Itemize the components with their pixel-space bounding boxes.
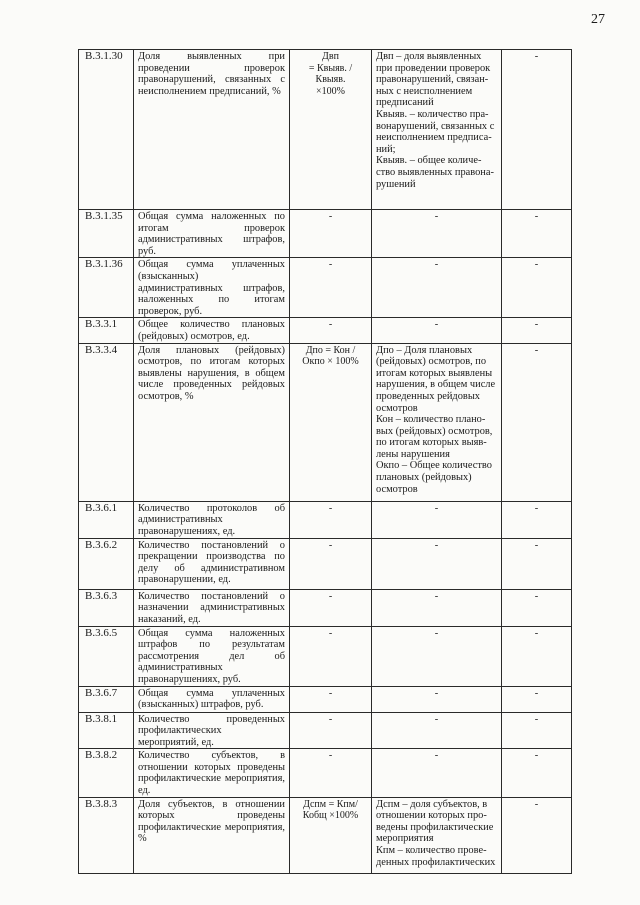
table-row: [79, 50, 572, 210]
indicator-description: [372, 749, 502, 797]
description-line: Кпм – количество прове-: [376, 845, 487, 857]
description-line: итогам которых выявлены: [376, 367, 493, 379]
description-line: ведены профилактические: [376, 821, 494, 833]
indicator-code: В.3.6.7: [79, 686, 134, 712]
indicator-note: -: [502, 501, 572, 538]
description-line: нарушения, в общем числе: [376, 379, 496, 391]
description-line: вых (рейдовых) осмотров,: [376, 425, 493, 437]
formula-line: -: [328, 502, 333, 514]
table-row: [79, 538, 572, 589]
indicator-name: Общее количество плановых (рейдовых) осмотров, ед.: [134, 318, 290, 343]
description-line: -: [434, 590, 439, 602]
description-line: Дпо – Доля плановых: [376, 344, 473, 356]
indicator-description: [372, 797, 502, 873]
table-row: [79, 686, 572, 712]
indicator-code: В.3.3.1: [79, 318, 134, 343]
table-row: [79, 258, 572, 318]
indicator-note: -: [502, 258, 572, 318]
indicator-code: В.3.6.1: [79, 501, 134, 538]
formula-line: -: [328, 590, 333, 602]
indicator-formula: [290, 318, 372, 343]
description-line: Кон – количество плано-: [376, 414, 486, 426]
indicator-code: В.3.6.5: [79, 626, 134, 686]
indicator-name: Доля субъектов, в отношении которых проведены профилактические мероприятия, %: [134, 797, 290, 873]
description-line: мероприятия: [376, 833, 434, 845]
description-line: проведенных рейдовых: [376, 390, 480, 402]
indicator-formula: [290, 712, 372, 749]
formula-line: -: [328, 319, 333, 331]
indicator-note: -: [502, 538, 572, 589]
description-line: рушений: [376, 178, 416, 190]
indicator-note: -: [502, 686, 572, 712]
formula-line: -: [328, 750, 333, 762]
description-line: плановых (рейдовых): [376, 472, 472, 484]
indicator-note: -: [502, 50, 572, 210]
indicator-description: [372, 50, 502, 210]
description-line: Дспм – доля субъектов, в: [376, 798, 488, 810]
description-line: Двп – доля выявленных: [376, 51, 482, 62]
indicator-description: [372, 686, 502, 712]
indicator-name: Количество протоколов об административных правонарушениях, ед.: [134, 501, 290, 538]
indicator-name: Количество постановлений о прекращении производства по делу об административном правонарушении, ед.: [134, 538, 290, 589]
description-line: лены нарушения: [376, 448, 450, 460]
indicator-name: Общая сумма наложенных по итогам проверок административных штрафов, руб.: [134, 210, 290, 258]
indicator-code: В.3.8.3: [79, 797, 134, 873]
description-line: Окпо – Общее количество: [376, 460, 492, 472]
formula-line: Окпо × 100%: [302, 356, 359, 368]
table-row: [79, 210, 572, 258]
description-line: отношении которых про-: [376, 810, 487, 822]
indicator-description: [372, 343, 502, 501]
indicator-note: -: [502, 712, 572, 749]
indicators-table: [78, 49, 572, 874]
description-line: -: [434, 750, 439, 762]
indicator-name: Количество проведенных профилактических мероприятий, ед.: [134, 712, 290, 749]
indicator-description: [372, 501, 502, 538]
indicator-code: В.3.1.30: [79, 50, 134, 210]
description-line: правонарушений, связан-: [376, 74, 489, 86]
indicator-name: Общая сумма уплаченных (взысканных) административных штрафов, наложенных по итогам проверок, руб.: [134, 258, 290, 318]
description-line: Квыяв. – общее количе-: [376, 155, 482, 167]
indicator-description: [372, 318, 502, 343]
description-line: -: [434, 502, 439, 514]
description-line: осмотров: [376, 483, 418, 495]
description-line: -: [434, 259, 439, 271]
formula-line: Кобщ ×100%: [302, 810, 359, 822]
description-line: -: [434, 539, 439, 551]
description-line: Квыяв. – количество пра-: [376, 108, 489, 120]
table-row: [79, 318, 572, 343]
description-line: (рейдовых) осмотров, по: [376, 356, 487, 368]
indicator-note: -: [502, 589, 572, 626]
description-line: неисполнением предписа-: [376, 132, 492, 144]
description-line: -: [434, 713, 439, 725]
indicator-name: Доля плановых (рейдовых) осмотров, по итогам которых выявлены нарушения, в общем числе проведенных рейдовых осмотров, %: [134, 343, 290, 501]
description-line: предписаний: [376, 97, 434, 109]
description-line: -: [434, 627, 439, 639]
formula-line: ×100%: [316, 85, 345, 97]
table-row: [79, 749, 572, 797]
table-row: [79, 797, 572, 873]
indicator-code: В.3.1.36: [79, 258, 134, 318]
description-line: при проведении проверок: [376, 62, 491, 74]
indicator-note: -: [502, 210, 572, 258]
description-line: -: [434, 687, 439, 699]
indicator-code: В.3.6.2: [79, 538, 134, 589]
indicator-code: В.3.6.3: [79, 589, 134, 626]
table-body: [79, 50, 572, 874]
table-row: [79, 589, 572, 626]
formula-line: -: [328, 259, 333, 271]
description-line: денных профилактических: [376, 856, 496, 868]
description-line: ных с неисполнением: [376, 85, 473, 97]
indicator-formula: [290, 210, 372, 258]
indicator-name: Количество постановлений о назначении административных наказаний, ед.: [134, 589, 290, 626]
page-number: 27: [591, 12, 605, 27]
indicator-name: Количество субъектов, в отношении которых проведены профилактические мероприятия, ед.: [134, 749, 290, 797]
formula-line: Дспм = Кпм/: [303, 798, 358, 810]
indicator-formula: [290, 538, 372, 589]
indicator-description: [372, 258, 502, 318]
formula-line: Дпо = Кон /: [305, 344, 356, 356]
table-row: [79, 626, 572, 686]
indicator-formula: [290, 749, 372, 797]
indicator-code: В.3.8.2: [79, 749, 134, 797]
formula-line: = Квыяв. /: [308, 62, 353, 74]
description-line: вонарушений, связанных с: [376, 120, 495, 132]
indicator-description: [372, 589, 502, 626]
indicator-code: В.3.1.35: [79, 210, 134, 258]
indicator-note: -: [502, 318, 572, 343]
indicator-name: Доля выявленных при проведении проверок правонарушений, связанных с неисполнением предписаний, %: [134, 50, 290, 210]
indicator-formula: [290, 686, 372, 712]
indicator-formula: [290, 50, 372, 210]
formula-line: Квыяв.: [315, 74, 346, 86]
formula-line: -: [328, 211, 333, 222]
description-line: по итогам которых выяв-: [376, 437, 487, 449]
indicator-name: Общая сумма наложенных штрафов по результатам рассмотрения дел об административных правонарушениях, руб.: [134, 626, 290, 686]
indicator-formula: [290, 343, 372, 501]
indicator-code: В.3.3.4: [79, 343, 134, 501]
formula-line: -: [328, 539, 333, 551]
indicator-note: -: [502, 343, 572, 501]
indicator-description: [372, 626, 502, 686]
table-row: [79, 501, 572, 538]
description-line: ство выявленных правона-: [376, 166, 494, 178]
indicator-formula: [290, 589, 372, 626]
indicator-description: [372, 210, 502, 258]
table-row: [79, 712, 572, 749]
indicator-note: -: [502, 749, 572, 797]
indicator-formula: [290, 501, 372, 538]
indicator-formula: [290, 626, 372, 686]
formula-line: -: [328, 687, 333, 699]
indicator-code: В.3.8.1: [79, 712, 134, 749]
indicator-description: [372, 712, 502, 749]
indicator-note: -: [502, 626, 572, 686]
indicator-formula: [290, 797, 372, 873]
formula-line: Двп: [322, 51, 339, 62]
description-line: осмотров: [376, 402, 418, 414]
description-line: -: [434, 211, 439, 222]
indicator-formula: [290, 258, 372, 318]
description-line: -: [434, 319, 439, 331]
indicator-description: [372, 538, 502, 589]
indicator-note: -: [502, 797, 572, 873]
description-line: ний;: [376, 143, 396, 155]
indicator-name: Общая сумма уплаченных (взысканных) штрафов, руб.: [134, 686, 290, 712]
table-row: [79, 343, 572, 501]
formula-line: -: [328, 713, 333, 725]
formula-line: -: [328, 627, 333, 639]
